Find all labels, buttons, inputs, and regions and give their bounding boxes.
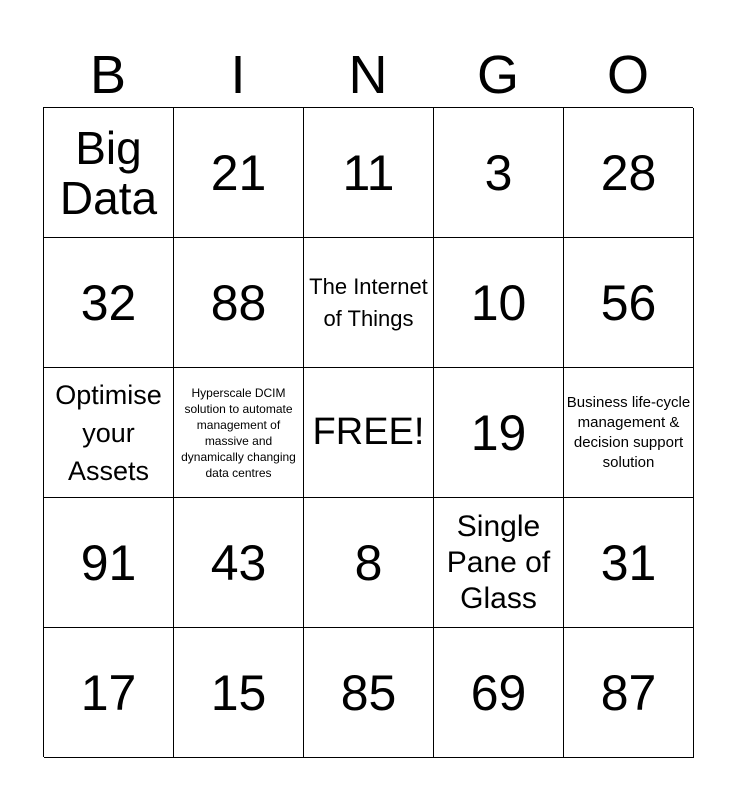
bingo-cell[interactable] bbox=[174, 108, 304, 238]
cell-text: Optimise your Assets bbox=[55, 379, 162, 486]
bingo-cell[interactable] bbox=[304, 108, 434, 238]
cell-number: 32 bbox=[80, 274, 137, 331]
cell-text: Big Data bbox=[59, 121, 158, 224]
cell-number: 85 bbox=[340, 664, 397, 721]
bingo-cell[interactable] bbox=[174, 628, 304, 758]
header-letter-b: B bbox=[89, 45, 127, 105]
cell-number: 43 bbox=[210, 534, 267, 591]
bingo-cell[interactable] bbox=[564, 368, 694, 498]
cell-number: 69 bbox=[470, 664, 527, 721]
cell-number: 56 bbox=[600, 274, 657, 331]
cell-number: 21 bbox=[210, 144, 267, 201]
bingo-cell[interactable] bbox=[564, 108, 694, 238]
cell-number: 11 bbox=[342, 144, 395, 201]
bingo-cell[interactable] bbox=[434, 628, 564, 758]
bingo-cell[interactable] bbox=[44, 108, 174, 238]
bingo-cell[interactable] bbox=[304, 498, 434, 628]
header-letter-o: O bbox=[606, 45, 649, 105]
cell-text: Hyperscale DCIM solution to automate management of massive and dynamically changing data centres bbox=[181, 385, 296, 480]
bingo-board bbox=[43, 107, 693, 757]
cell-number: 3 bbox=[484, 144, 513, 201]
bingo-cell[interactable] bbox=[44, 368, 174, 498]
bingo-header bbox=[43, 42, 693, 108]
free-cell[interactable] bbox=[304, 368, 434, 498]
bingo-cell[interactable] bbox=[44, 238, 174, 368]
header-letter-n: N bbox=[348, 45, 388, 105]
header-letter-i: I bbox=[230, 45, 246, 105]
bingo-cell[interactable] bbox=[564, 628, 694, 758]
bingo-cell[interactable] bbox=[304, 238, 434, 368]
bingo-cell[interactable] bbox=[434, 238, 564, 368]
bingo-cell[interactable] bbox=[44, 628, 174, 758]
cell-number: 28 bbox=[600, 144, 657, 201]
cell-number: 31 bbox=[600, 534, 657, 591]
bingo-cell[interactable] bbox=[564, 498, 694, 628]
cell-number: 87 bbox=[600, 664, 657, 721]
cell-number: 19 bbox=[470, 404, 527, 461]
cell-number: 91 bbox=[80, 534, 137, 591]
bingo-cell[interactable] bbox=[434, 108, 564, 238]
bingo-cell[interactable] bbox=[304, 628, 434, 758]
cell-number: 15 bbox=[210, 664, 267, 721]
bingo-cell[interactable] bbox=[174, 238, 304, 368]
header-letter-g: G bbox=[476, 45, 519, 105]
bingo-cell[interactable] bbox=[174, 498, 304, 628]
free-label: FREE! bbox=[312, 411, 425, 453]
bingo-cell[interactable] bbox=[44, 498, 174, 628]
bingo-cell[interactable] bbox=[174, 368, 304, 498]
cell-number: 10 bbox=[470, 274, 527, 331]
bingo-cell[interactable] bbox=[434, 368, 564, 498]
bingo-cell[interactable] bbox=[434, 498, 564, 628]
bingo-cell[interactable] bbox=[564, 238, 694, 368]
cell-text: Single Pane of Glass bbox=[446, 509, 551, 615]
cell-text: Business life-cycle management & decision support solution bbox=[566, 393, 691, 471]
cell-number: 8 bbox=[354, 534, 383, 591]
cell-number: 88 bbox=[210, 274, 267, 331]
cell-number: 17 bbox=[80, 664, 137, 721]
cell-text: The Internet of Things bbox=[309, 273, 428, 331]
